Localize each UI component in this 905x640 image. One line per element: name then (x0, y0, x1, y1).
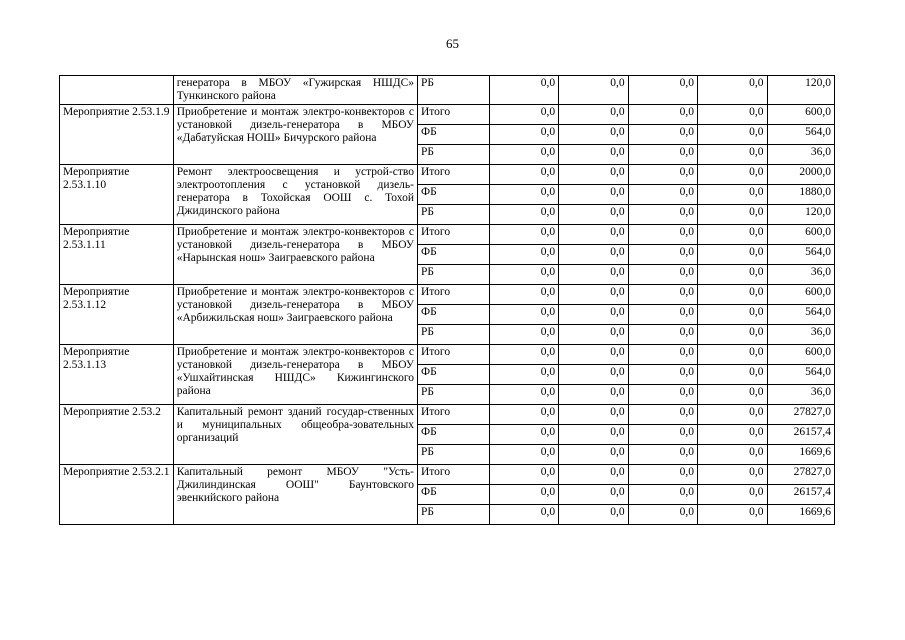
amount-cell: 0,0 (559, 505, 628, 525)
amount-cell: 0,0 (489, 405, 558, 425)
amount-cell: 0,0 (489, 485, 558, 505)
amount-cell: 0,0 (489, 245, 558, 265)
amount-cell: 600,0 (767, 105, 834, 125)
amount-cell: 600,0 (767, 285, 834, 305)
measure-name-cell: Капитальный ремонт МБОУ "Усть-Джилиндинская ООШ" Баунтовского эвенкийского района (173, 465, 417, 525)
amount-cell: 0,0 (559, 145, 628, 165)
amount-cell: 0,0 (628, 76, 697, 105)
amount-cell: 0,0 (628, 505, 697, 525)
amount-cell: 0,0 (489, 365, 558, 385)
amount-cell: 0,0 (559, 165, 628, 185)
funding-source-cell: Итого (418, 105, 490, 125)
funding-source-cell: РБ (418, 145, 490, 165)
budget-table-body (60, 76, 835, 525)
funding-source-cell: РБ (418, 76, 490, 105)
funding-source-cell: РБ (418, 325, 490, 345)
amount-cell: 1669,6 (767, 445, 834, 465)
amount-cell: 26157,4 (767, 425, 834, 445)
amount-cell: 0,0 (698, 445, 767, 465)
measure-code-cell: Мероприятие 2.53.1.13 (60, 345, 174, 405)
funding-source-cell: ФБ (418, 185, 490, 205)
amount-cell: 0,0 (489, 105, 558, 125)
amount-cell: 0,0 (489, 125, 558, 145)
funding-source-cell: Итого (418, 225, 490, 245)
amount-cell: 120,0 (767, 205, 834, 225)
amount-cell: 0,0 (628, 405, 697, 425)
funding-source-cell: ФБ (418, 305, 490, 325)
amount-cell: 0,0 (559, 265, 628, 285)
amount-cell: 0,0 (559, 385, 628, 405)
amount-cell: 1880,0 (767, 185, 834, 205)
amount-cell: 600,0 (767, 345, 834, 365)
amount-cell: 0,0 (628, 145, 697, 165)
amount-cell: 0,0 (628, 205, 697, 225)
measure-code-cell: Мероприятие 2.53.2 (60, 405, 174, 465)
amount-cell: 0,0 (698, 205, 767, 225)
table-row (60, 405, 835, 425)
amount-cell: 0,0 (559, 425, 628, 445)
measure-code-cell: Мероприятие 2.53.2.1 (60, 465, 174, 525)
amount-cell: 0,0 (559, 325, 628, 345)
funding-source-cell: ФБ (418, 485, 490, 505)
amount-cell: 0,0 (559, 345, 628, 365)
amount-cell: 600,0 (767, 225, 834, 245)
amount-cell: 0,0 (698, 385, 767, 405)
amount-cell: 0,0 (489, 325, 558, 345)
measure-name-cell: Приобретение и монтаж электро-конвекторов с установкой дизель-генератора в МБОУ «Дабатуйская НОШ» Бичурского района (173, 105, 417, 165)
measure-code-cell: Мероприятие 2.53.1.12 (60, 285, 174, 345)
measure-code-cell (60, 76, 174, 105)
measure-name-cell: Капитальный ремонт зданий государ-ственных и муниципальных общеобра-зовательных организаций (173, 405, 417, 465)
amount-cell: 0,0 (559, 76, 628, 105)
funding-source-cell: Итого (418, 465, 490, 485)
table-row (60, 105, 835, 125)
amount-cell: 0,0 (489, 225, 558, 245)
amount-cell: 0,0 (698, 185, 767, 205)
amount-cell: 0,0 (698, 325, 767, 345)
amount-cell: 0,0 (489, 265, 558, 285)
measure-code-cell: Мероприятие 2.53.1.10 (60, 165, 174, 225)
amount-cell: 0,0 (698, 76, 767, 105)
amount-cell: 0,0 (698, 405, 767, 425)
amount-cell: 1669,6 (767, 505, 834, 525)
amount-cell: 0,0 (559, 405, 628, 425)
amount-cell: 0,0 (559, 465, 628, 485)
amount-cell: 0,0 (489, 145, 558, 165)
amount-cell: 0,0 (628, 305, 697, 325)
funding-source-cell: ФБ (418, 425, 490, 445)
amount-cell: 36,0 (767, 325, 834, 345)
amount-cell: 0,0 (559, 205, 628, 225)
amount-cell: 0,0 (698, 365, 767, 385)
page-number: 65 (446, 36, 459, 51)
amount-cell: 0,0 (698, 505, 767, 525)
amount-cell: 0,0 (559, 125, 628, 145)
funding-source-cell: Итого (418, 405, 490, 425)
amount-cell: 26157,4 (767, 485, 834, 505)
amount-cell: 0,0 (698, 125, 767, 145)
measure-code-cell: Мероприятие 2.53.1.11 (60, 225, 174, 285)
amount-cell: 0,0 (489, 465, 558, 485)
measure-name-cell: Приобретение и монтаж электро-конвекторов с установкой дизель-генератора в МБОУ «Ушхайтинская НШДС» Кижингинского района (173, 345, 417, 405)
amount-cell: 564,0 (767, 245, 834, 265)
amount-cell: 0,0 (628, 105, 697, 125)
measure-name-cell: Приобретение и монтаж электро-конвекторов с установкой дизель-генератора в МБОУ «Арбижильская нош» Заиграевского района (173, 285, 417, 345)
amount-cell: 0,0 (489, 185, 558, 205)
funding-source-cell: РБ (418, 505, 490, 525)
amount-cell: 0,0 (628, 345, 697, 365)
amount-cell: 27827,0 (767, 465, 834, 485)
amount-cell: 0,0 (698, 265, 767, 285)
amount-cell: 0,0 (698, 485, 767, 505)
amount-cell: 0,0 (559, 285, 628, 305)
measure-code-cell: Мероприятие 2.53.1.9 (60, 105, 174, 165)
amount-cell: 0,0 (559, 185, 628, 205)
amount-cell: 0,0 (489, 285, 558, 305)
amount-cell: 0,0 (489, 505, 558, 525)
amount-cell: 0,0 (628, 245, 697, 265)
amount-cell: 0,0 (489, 345, 558, 365)
amount-cell: 0,0 (628, 445, 697, 465)
measure-name-cell: Приобретение и монтаж электро-конвекторов с установкой дизель-генератора в МБОУ «Нарынская нош» Заиграевского района (173, 225, 417, 285)
amount-cell: 0,0 (559, 105, 628, 125)
table-row (60, 465, 835, 485)
amount-cell: 0,0 (698, 225, 767, 245)
measure-name-cell: Ремонт электроосвещения и устрой-ство электроотопления с установкой дизель-генератора в Тохойская ООШ с. Тохой Джидинского района (173, 165, 417, 225)
amount-cell: 0,0 (698, 465, 767, 485)
amount-cell: 0,0 (628, 365, 697, 385)
amount-cell: 0,0 (489, 205, 558, 225)
amount-cell: 0,0 (628, 225, 697, 245)
amount-cell: 0,0 (559, 365, 628, 385)
amount-cell: 564,0 (767, 305, 834, 325)
amount-cell: 0,0 (698, 425, 767, 445)
amount-cell: 36,0 (767, 145, 834, 165)
amount-cell: 0,0 (698, 285, 767, 305)
amount-cell: 0,0 (489, 425, 558, 445)
amount-cell: 0,0 (698, 305, 767, 325)
funding-source-cell: ФБ (418, 365, 490, 385)
amount-cell: 0,0 (559, 225, 628, 245)
funding-source-cell: Итого (418, 285, 490, 305)
amount-cell: 564,0 (767, 125, 834, 145)
amount-cell: 0,0 (489, 305, 558, 325)
amount-cell: 36,0 (767, 385, 834, 405)
amount-cell: 0,0 (628, 265, 697, 285)
table-row (60, 76, 835, 105)
amount-cell: 36,0 (767, 265, 834, 285)
amount-cell: 0,0 (489, 445, 558, 465)
funding-source-cell: РБ (418, 205, 490, 225)
table-row (60, 225, 835, 245)
amount-cell: 0,0 (628, 425, 697, 445)
amount-cell: 0,0 (489, 385, 558, 405)
funding-source-cell: РБ (418, 265, 490, 285)
amount-cell: 0,0 (628, 485, 697, 505)
amount-cell: 564,0 (767, 365, 834, 385)
funding-source-cell: РБ (418, 445, 490, 465)
table-row (60, 285, 835, 305)
amount-cell: 0,0 (628, 125, 697, 145)
amount-cell: 0,0 (628, 465, 697, 485)
budget-table (59, 75, 835, 525)
funding-source-cell: ФБ (418, 245, 490, 265)
amount-cell: 2000,0 (767, 165, 834, 185)
amount-cell: 0,0 (698, 345, 767, 365)
amount-cell: 0,0 (628, 325, 697, 345)
amount-cell: 0,0 (628, 285, 697, 305)
amount-cell: 120,0 (767, 76, 834, 105)
table-row (60, 165, 835, 185)
amount-cell: 27827,0 (767, 405, 834, 425)
funding-source-cell: Итого (418, 165, 490, 185)
table-row (60, 345, 835, 365)
amount-cell: 0,0 (628, 165, 697, 185)
amount-cell: 0,0 (559, 305, 628, 325)
amount-cell: 0,0 (559, 485, 628, 505)
funding-source-cell: Итого (418, 345, 490, 365)
amount-cell: 0,0 (698, 145, 767, 165)
funding-source-cell: ФБ (418, 125, 490, 145)
amount-cell: 0,0 (628, 185, 697, 205)
amount-cell: 0,0 (489, 76, 558, 105)
amount-cell: 0,0 (489, 165, 558, 185)
amount-cell: 0,0 (698, 245, 767, 265)
amount-cell: 0,0 (628, 385, 697, 405)
funding-source-cell: РБ (418, 385, 490, 405)
amount-cell: 0,0 (559, 245, 628, 265)
amount-cell: 0,0 (698, 105, 767, 125)
amount-cell: 0,0 (559, 445, 628, 465)
amount-cell: 0,0 (698, 165, 767, 185)
measure-name-cell: генератора в МБОУ «Гужирская НШДС» Тункинского района (173, 76, 417, 105)
